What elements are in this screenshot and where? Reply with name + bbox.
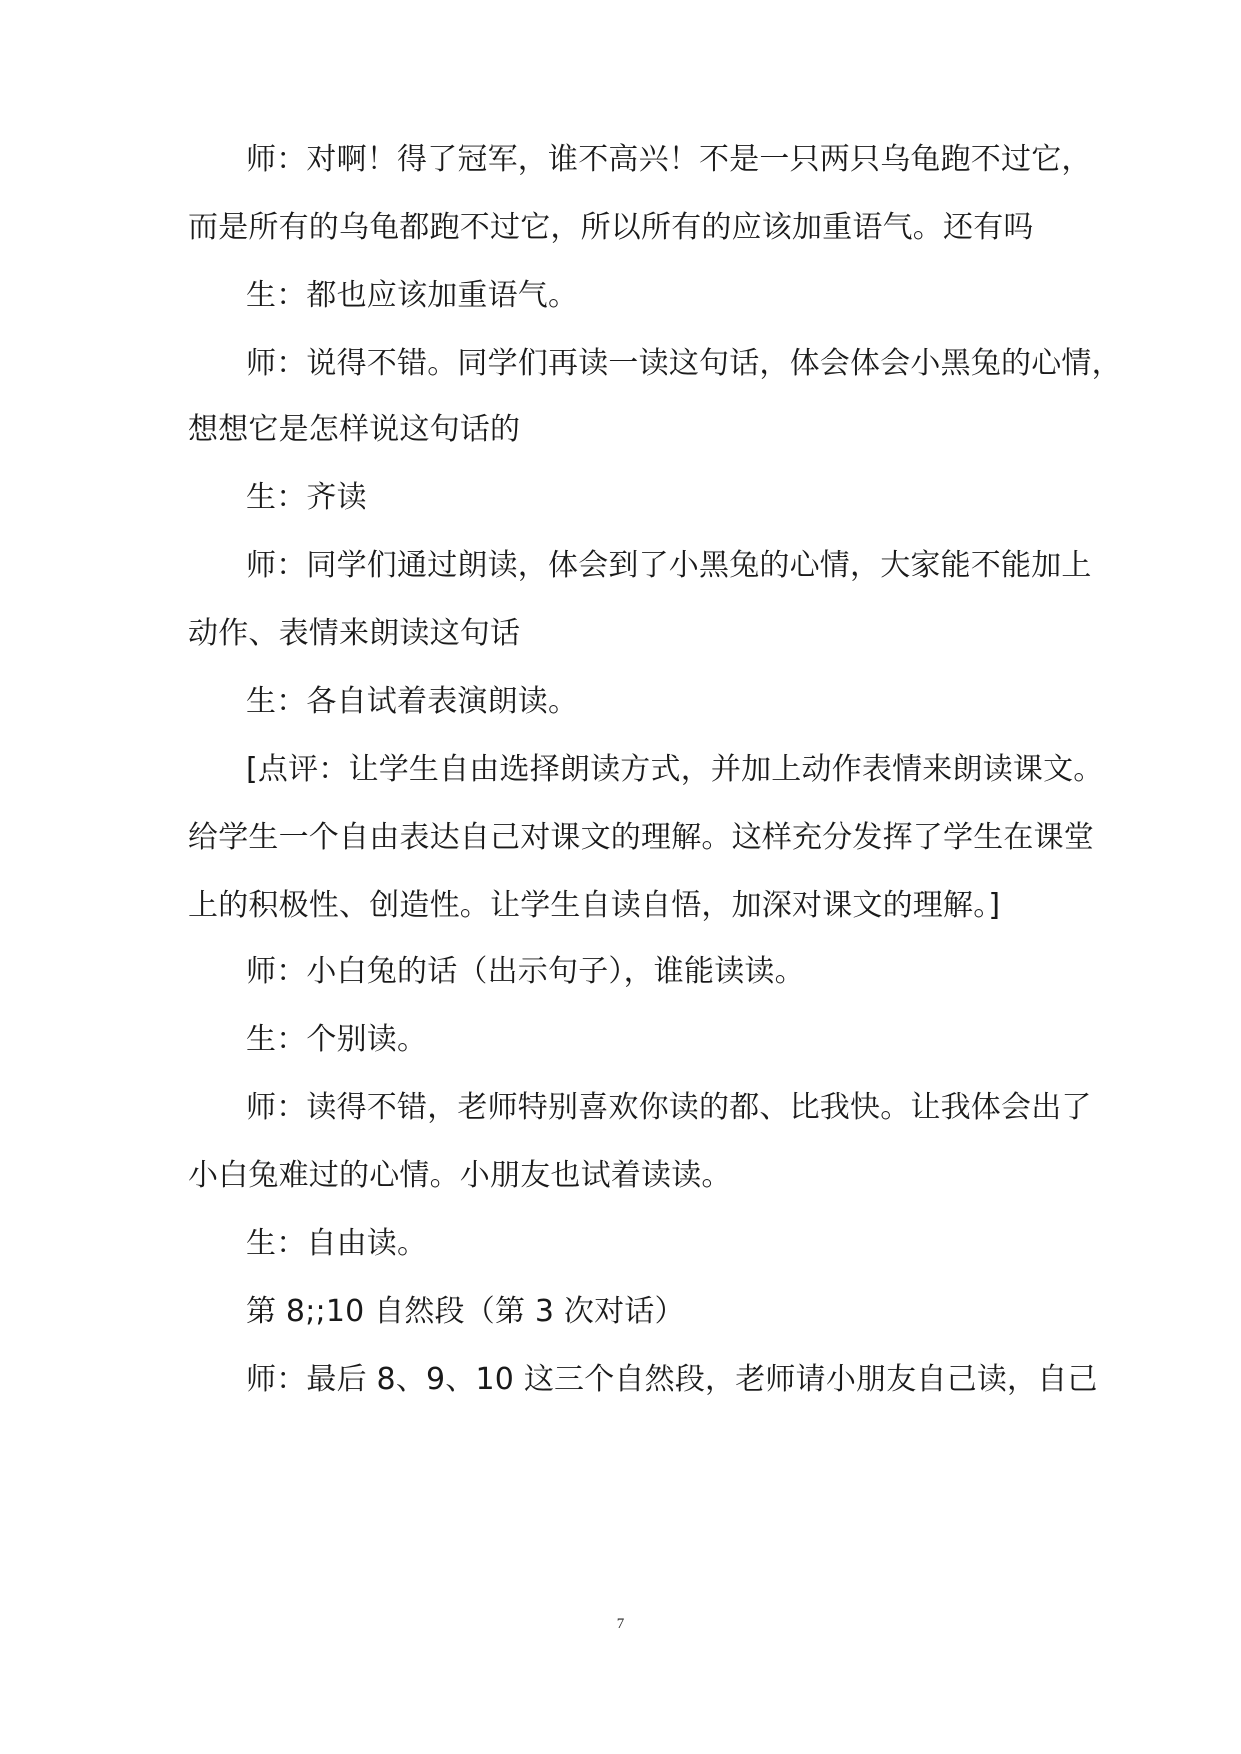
text-line: 师：对啊！得了冠军，谁不高兴！不是一只两只乌龟跑不过它， — [246, 142, 1092, 177]
text-line: 生：各自试着表演朗读。 — [246, 684, 579, 719]
text-line: 师：说得不错。同学们再读一读这句话，体会体会小黑兔的心情， — [246, 346, 1122, 381]
text-line: 生：都也应该加重语气。 — [246, 278, 579, 313]
section-heading: 第 8;;10 自然段（第 3 次对话） — [246, 1294, 685, 1329]
text-line: 生：齐读 — [246, 480, 367, 515]
text-line: 想想它是怎样说这句话的 — [188, 412, 521, 447]
text-line: 师：读得不错，老师特别喜欢你读的都、比我快。让我体会出了 — [246, 1090, 1092, 1125]
text-line: 小白兔难过的心情。小朋友也试着读读。 — [188, 1158, 732, 1193]
text-line: 师：同学们通过朗读，体会到了小黑兔的心情，大家能不能加上 — [246, 548, 1092, 583]
text-line: 师：小白兔的话（出示句子），谁能读读。 — [246, 954, 805, 989]
text-line: 师：最后 8、9、10 这三个自然段，老师请小朋友自己读，自己 — [246, 1362, 1098, 1397]
text-line: 动作、表情来朗读这句话 — [188, 616, 521, 651]
text-line: 给学生一个自由表达自己对课文的理解。这样充分发挥了学生在课堂 — [188, 820, 1094, 855]
text-line: 生：个别读。 — [246, 1022, 428, 1057]
text-line: 上的积极性、创造性。让学生自读自悟，加深对课文的理解。] — [188, 888, 1001, 923]
page-number: 7 — [616, 1616, 625, 1632]
text-line: [点评：让学生自由选择朗读方式，并加上动作表情来朗读课文。 — [246, 752, 1104, 787]
text-line: 而是所有的乌龟都跑不过它，所以所有的应该加重语气。还有吗 — [188, 210, 1034, 245]
text-line: 生：自由读。 — [246, 1226, 428, 1261]
